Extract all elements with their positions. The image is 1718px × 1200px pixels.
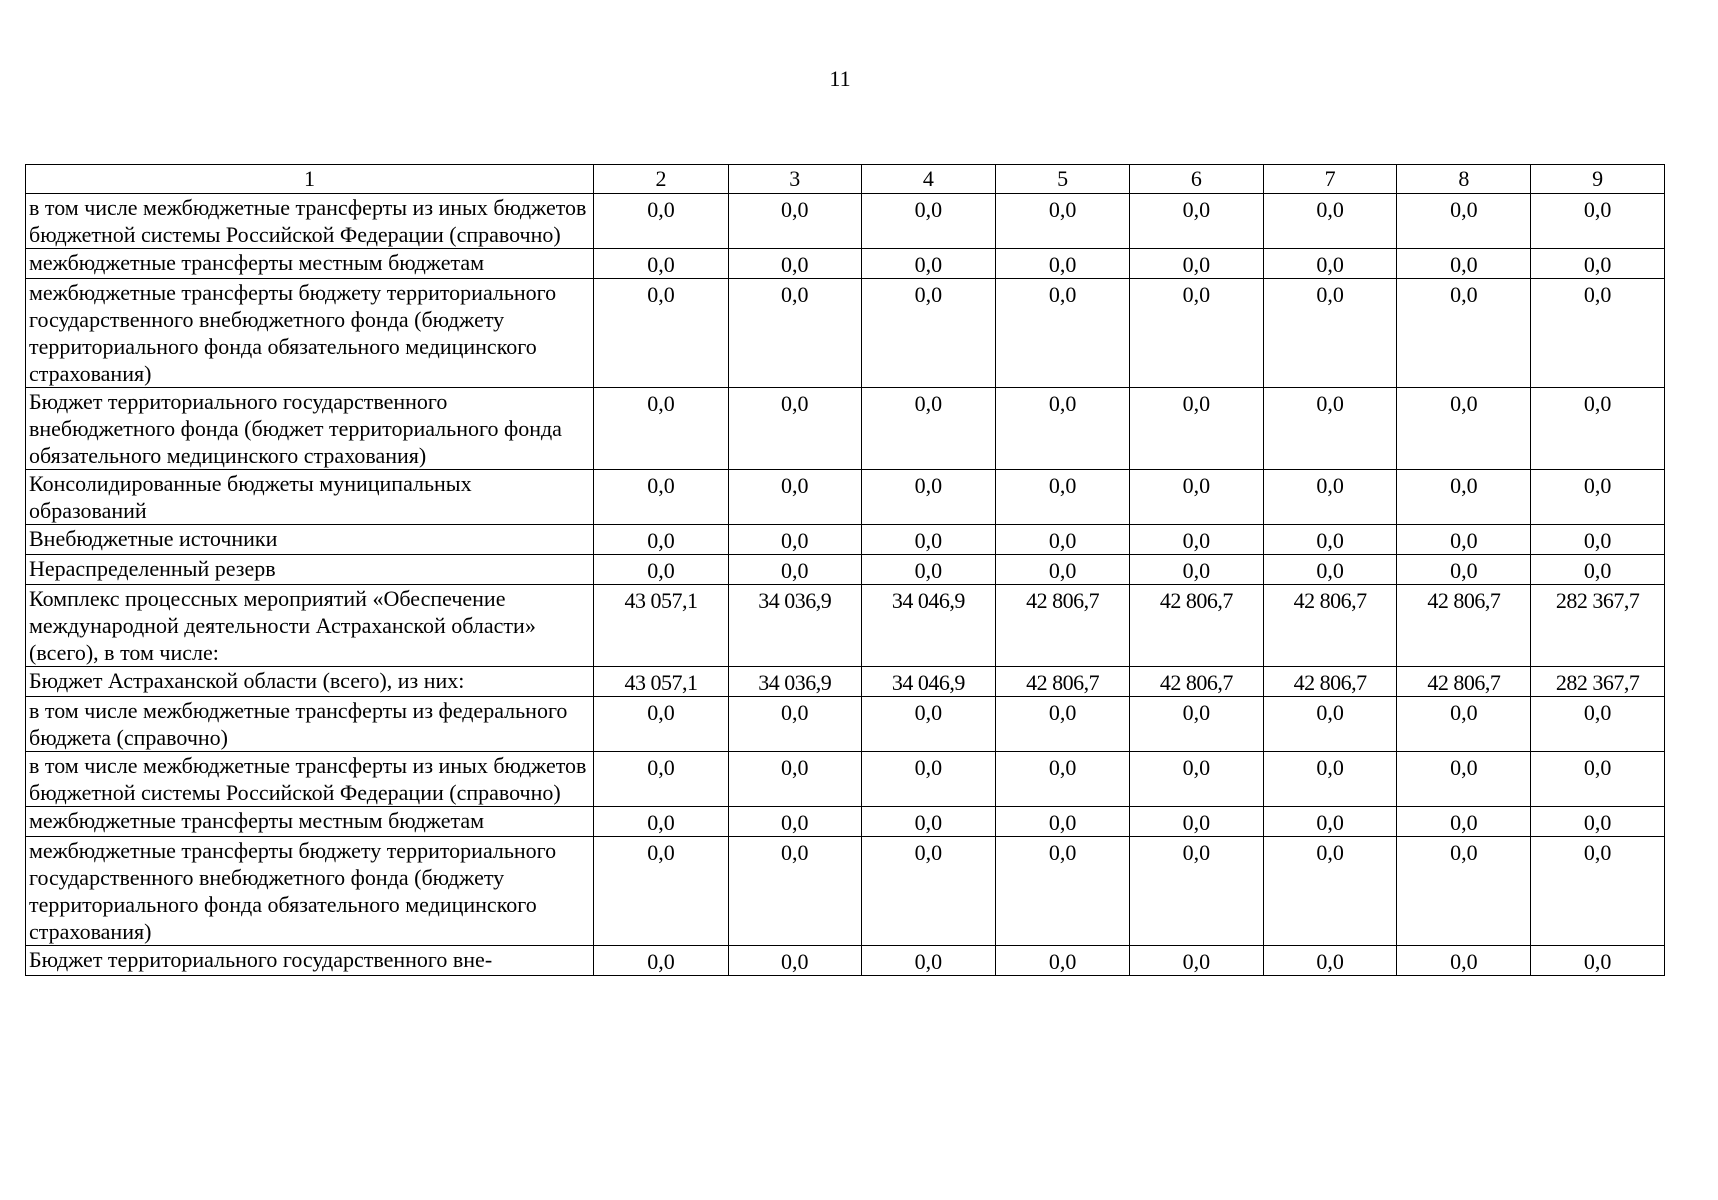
cell-value: 0,0 [1263, 555, 1397, 585]
cell-value: 0,0 [1531, 697, 1665, 752]
column-header-1: 1 [26, 165, 594, 194]
cell-value: 0,0 [996, 279, 1130, 388]
cell-value: 0,0 [1397, 470, 1531, 525]
cell-value: 0,0 [1130, 946, 1264, 976]
table-row [26, 525, 1665, 555]
cell-value: 282 367,7 [1531, 585, 1665, 667]
row-label: в том числе межбюджетные трансферты из иных бюджетов бюджетной системы Российской Федерации (справочно) [26, 194, 594, 249]
cell-value: 0,0 [594, 279, 729, 388]
cell-value: 0,0 [1397, 555, 1531, 585]
cell-value: 34 046,9 [861, 667, 996, 697]
cell-value: 0,0 [1397, 946, 1531, 976]
table-row [26, 279, 1665, 388]
cell-value: 0,0 [996, 807, 1130, 837]
cell-value: 0,0 [594, 697, 729, 752]
cell-value: 0,0 [1263, 249, 1397, 279]
cell-value: 0,0 [1263, 279, 1397, 388]
column-header-8: 8 [1397, 165, 1531, 194]
cell-value: 0,0 [996, 194, 1130, 249]
cell-value: 0,0 [861, 525, 996, 555]
table-row [26, 752, 1665, 807]
row-label: межбюджетные трансферты бюджету территориального государственного внебюджетного фонда (бюджету территориального фонда обязательного медицинского страхования) [26, 279, 594, 388]
cell-value: 0,0 [1130, 470, 1264, 525]
cell-value: 0,0 [1263, 388, 1397, 470]
column-header-2: 2 [594, 165, 729, 194]
cell-value: 0,0 [861, 470, 996, 525]
cell-value: 42 806,7 [1130, 585, 1264, 667]
cell-value: 0,0 [996, 470, 1130, 525]
table-row [26, 470, 1665, 525]
cell-value: 42 806,7 [1397, 667, 1531, 697]
cell-value: 0,0 [728, 807, 861, 837]
cell-value: 0,0 [1397, 249, 1531, 279]
cell-value: 0,0 [1531, 249, 1665, 279]
table-row [26, 667, 1665, 697]
cell-value: 0,0 [1263, 194, 1397, 249]
table-row [26, 946, 1665, 976]
cell-value: 0,0 [1263, 946, 1397, 976]
cell-value: 0,0 [728, 697, 861, 752]
cell-value: 0,0 [594, 752, 729, 807]
cell-value: 0,0 [1263, 697, 1397, 752]
column-header-3: 3 [728, 165, 861, 194]
table-row [26, 194, 1665, 249]
cell-value: 0,0 [861, 388, 996, 470]
cell-value: 34 046,9 [861, 585, 996, 667]
cell-value: 0,0 [728, 525, 861, 555]
header-row [26, 165, 1665, 194]
cell-value: 0,0 [1531, 837, 1665, 946]
cell-value: 0,0 [861, 697, 996, 752]
cell-value: 0,0 [861, 752, 996, 807]
cell-value: 0,0 [1397, 388, 1531, 470]
column-header-7: 7 [1263, 165, 1397, 194]
cell-value: 282 367,7 [1531, 667, 1665, 697]
cell-value: 0,0 [728, 752, 861, 807]
cell-value: 0,0 [1130, 249, 1264, 279]
cell-value: 42 806,7 [1130, 667, 1264, 697]
cell-value: 0,0 [1397, 194, 1531, 249]
cell-value: 0,0 [1531, 946, 1665, 976]
cell-value: 0,0 [1531, 555, 1665, 585]
cell-value: 0,0 [1130, 525, 1264, 555]
row-label: Комплекс процессных мероприятий «Обеспечение международной деятельности Астраханской области» (всего), в том числе: [26, 585, 594, 667]
cell-value: 0,0 [861, 807, 996, 837]
cell-value: 42 806,7 [1263, 585, 1397, 667]
table-row [26, 555, 1665, 585]
cell-value: 0,0 [594, 555, 729, 585]
cell-value: 0,0 [1531, 279, 1665, 388]
cell-value: 0,0 [996, 837, 1130, 946]
cell-value: 0,0 [1263, 837, 1397, 946]
cell-value: 0,0 [996, 697, 1130, 752]
budget-table [25, 164, 1665, 976]
cell-value: 0,0 [996, 752, 1130, 807]
cell-value: 0,0 [728, 555, 861, 585]
cell-value: 0,0 [1130, 279, 1264, 388]
cell-value: 0,0 [996, 249, 1130, 279]
cell-value: 0,0 [594, 807, 729, 837]
cell-value: 0,0 [1531, 807, 1665, 837]
cell-value: 0,0 [594, 194, 729, 249]
row-label: Консолидированные бюджеты муниципальных образований [26, 470, 594, 525]
row-label: Нераспределенный резерв [26, 555, 594, 585]
cell-value: 0,0 [861, 555, 996, 585]
table-row [26, 249, 1665, 279]
cell-value: 42 806,7 [1263, 667, 1397, 697]
cell-value: 0,0 [861, 946, 996, 976]
row-label: Бюджет Астраханской области (всего), из них: [26, 667, 594, 697]
cell-value: 0,0 [996, 388, 1130, 470]
cell-value: 0,0 [1531, 525, 1665, 555]
cell-value: 0,0 [728, 837, 861, 946]
page-number: 11 [829, 66, 851, 91]
cell-value: 42 806,7 [996, 585, 1130, 667]
cell-value: 0,0 [1397, 525, 1531, 555]
cell-value: 0,0 [728, 279, 861, 388]
cell-value: 0,0 [996, 946, 1130, 976]
cell-value: 0,0 [1130, 194, 1264, 249]
column-header-4: 4 [861, 165, 996, 194]
cell-value: 0,0 [728, 249, 861, 279]
column-header-5: 5 [996, 165, 1130, 194]
cell-value: 43 057,1 [594, 585, 729, 667]
cell-value: 0,0 [728, 388, 861, 470]
row-label: межбюджетные трансферты местным бюджетам [26, 807, 594, 837]
cell-value: 34 036,9 [728, 585, 861, 667]
cell-value: 0,0 [1130, 388, 1264, 470]
cell-value: 42 806,7 [996, 667, 1130, 697]
cell-value: 0,0 [1531, 752, 1665, 807]
cell-value: 0,0 [1263, 752, 1397, 807]
cell-value: 0,0 [728, 194, 861, 249]
column-header-9: 9 [1531, 165, 1665, 194]
cell-value: 0,0 [1130, 807, 1264, 837]
cell-value: 0,0 [594, 525, 729, 555]
cell-value: 0,0 [1263, 470, 1397, 525]
cell-value: 0,0 [1531, 194, 1665, 249]
row-label: межбюджетные трансферты местным бюджетам [26, 249, 594, 279]
cell-value: 0,0 [1130, 837, 1264, 946]
table-row [26, 585, 1665, 667]
cell-value: 0,0 [996, 525, 1130, 555]
cell-value: 0,0 [1531, 388, 1665, 470]
cell-value: 0,0 [1130, 555, 1264, 585]
table-row [26, 807, 1665, 837]
cell-value: 0,0 [594, 837, 729, 946]
table-row [26, 697, 1665, 752]
row-label: межбюджетные трансферты бюджету территориального государственного внебюджетного фонда (бюджету территориального фонда обязательного медицинского страхования) [26, 837, 594, 946]
cell-value: 42 806,7 [1397, 585, 1531, 667]
cell-value: 0,0 [1397, 807, 1531, 837]
cell-value: 0,0 [728, 946, 861, 976]
row-label: Внебюджетные источники [26, 525, 594, 555]
row-label: Бюджет территориального государственного вне- [26, 946, 594, 976]
cell-value: 0,0 [1397, 697, 1531, 752]
cell-value: 0,0 [1531, 470, 1665, 525]
cell-value: 0,0 [1130, 697, 1264, 752]
table-row [26, 837, 1665, 946]
cell-value: 0,0 [594, 249, 729, 279]
row-label: Бюджет территориального государственного внебюджетного фонда (бюджет территориального фонда обязательного медицинского страхования) [26, 388, 594, 470]
cell-value: 43 057,1 [594, 667, 729, 697]
cell-value: 0,0 [594, 946, 729, 976]
cell-value: 0,0 [1263, 525, 1397, 555]
cell-value: 0,0 [594, 470, 729, 525]
row-label: в том числе межбюджетные трансферты из иных бюджетов бюджетной системы Российской Федерации (справочно) [26, 752, 594, 807]
cell-value: 0,0 [996, 555, 1130, 585]
cell-value: 0,0 [861, 249, 996, 279]
cell-value: 0,0 [861, 194, 996, 249]
row-label: в том числе межбюджетные трансферты из федерального бюджета (справочно) [26, 697, 594, 752]
cell-value: 0,0 [861, 279, 996, 388]
cell-value: 34 036,9 [728, 667, 861, 697]
cell-value: 0,0 [1397, 837, 1531, 946]
cell-value: 0,0 [1397, 279, 1531, 388]
cell-value: 0,0 [1397, 752, 1531, 807]
cell-value: 0,0 [594, 388, 729, 470]
cell-value: 0,0 [1263, 807, 1397, 837]
table-row [26, 388, 1665, 470]
cell-value: 0,0 [861, 837, 996, 946]
column-header-6: 6 [1130, 165, 1264, 194]
cell-value: 0,0 [1130, 752, 1264, 807]
cell-value: 0,0 [728, 470, 861, 525]
